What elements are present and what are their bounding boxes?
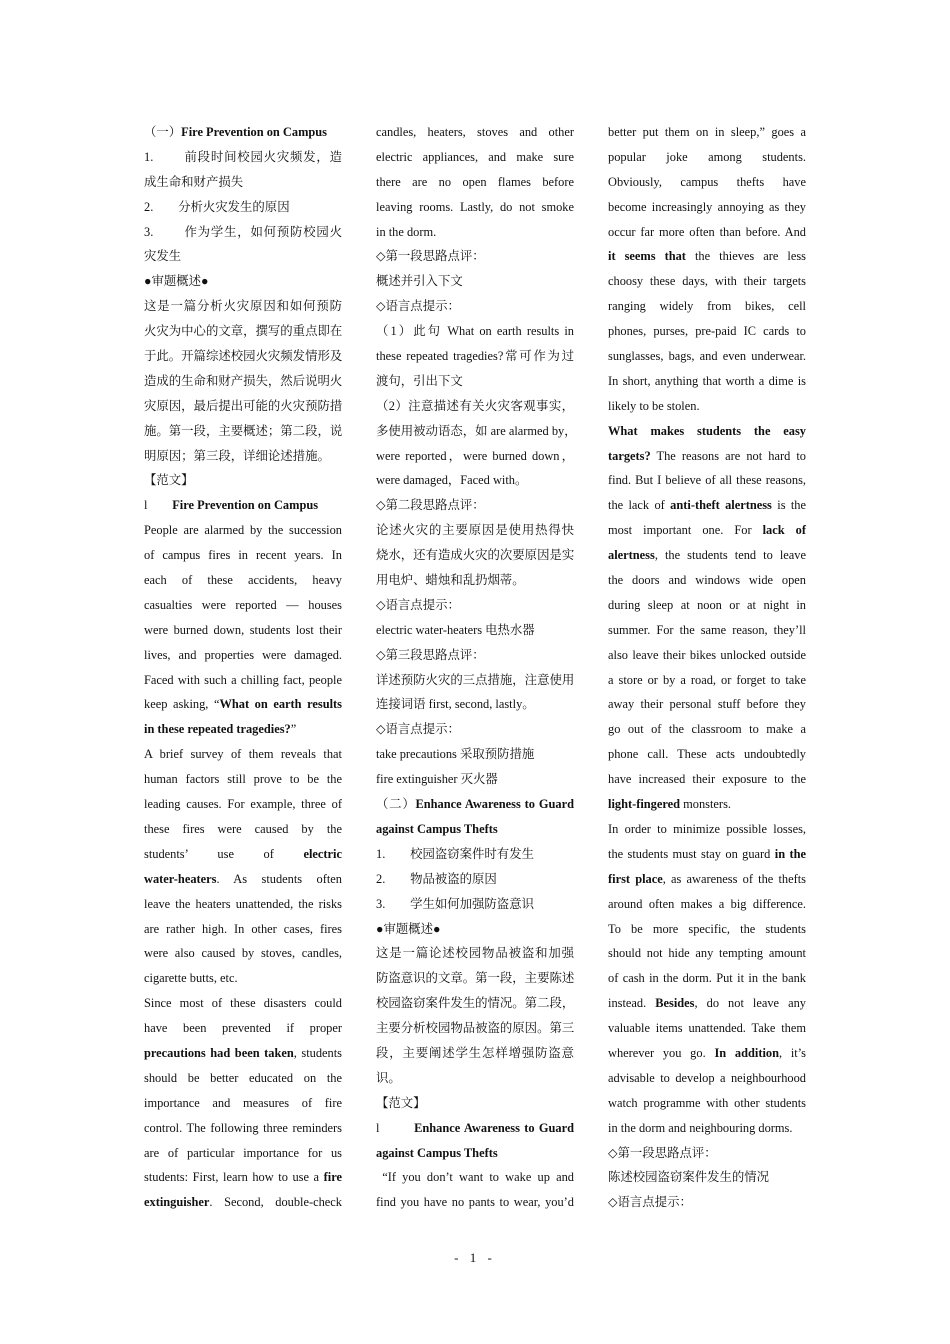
text-segment: phone call. These acts undoubtedly: [608, 747, 806, 762]
text-line: [144, 568, 342, 593]
text-line: [608, 643, 806, 668]
text-segment: 1. 校园盗窃案件时有发生: [376, 846, 534, 861]
bold-text-segment: lack of: [762, 523, 806, 538]
bold-text-segment: precautions had been taken: [144, 1045, 294, 1060]
text-line: [376, 269, 574, 294]
text-segment: 明原因；第三段，详细论述措施。: [144, 448, 330, 463]
text-line: [376, 568, 574, 593]
text-line: [608, 444, 806, 469]
text-line: [144, 643, 342, 668]
text-line: [608, 966, 806, 991]
text-line: [376, 966, 574, 991]
bold-text-segment: in the: [774, 846, 807, 861]
text-line: [144, 444, 342, 469]
text-segment: lives, and properties were damaged.: [144, 647, 342, 662]
text-segment: leaving rooms. Lastly, do not smoke: [376, 199, 574, 214]
text-line: [144, 269, 342, 294]
text-segment: casualties were reported — houses: [144, 597, 342, 612]
bold-text-segment: In addition: [714, 1045, 779, 1060]
bold-text-segment: light-fingered: [608, 797, 681, 812]
text-segment: 多使用被动语态，如 are alarmed by，: [376, 423, 577, 438]
text-segment: Obviously, campus thefts have: [608, 174, 806, 189]
text-segment: （1）此句 What on earth results in: [376, 324, 574, 339]
text-line: [608, 593, 806, 618]
text-line: [608, 717, 806, 742]
text-segment: monsters.: [680, 797, 731, 812]
text-segment: choosy these days, with their targets: [608, 274, 806, 289]
text-line: [608, 991, 806, 1016]
text-line: [376, 543, 574, 568]
text-segment: popular joke among students.: [608, 149, 806, 164]
text-line: [376, 767, 574, 792]
bold-text-segment: Fire Prevention on Campus: [181, 125, 327, 139]
text-line: [376, 170, 574, 195]
text-line: [144, 394, 342, 419]
text-segment: ◇语言点提示：: [376, 722, 460, 737]
text-segment: likely to be stolen.: [608, 398, 700, 413]
text-line: [608, 817, 806, 842]
text-segment: ranging widely from bikes, cell: [608, 299, 806, 314]
text-segment: 陈述校园盗窃案件发生的情况: [608, 1170, 770, 1185]
bold-text-segment: What on earth results: [219, 697, 342, 712]
text-segment: control. The following three reminders: [144, 1120, 342, 1135]
text-line: [376, 717, 574, 742]
text-line: [608, 220, 806, 245]
text-line: [144, 1190, 342, 1215]
text-line: [144, 543, 342, 568]
text-segment: 3. 作为学生，如何预防校园火: [144, 224, 342, 239]
bold-text-segment: Besides: [655, 996, 695, 1011]
text-segment: find. But I believe of all these reasons,: [608, 473, 806, 488]
text-segment: most important one. For: [608, 523, 763, 538]
text-line: [376, 344, 574, 369]
text-line: [376, 1116, 574, 1141]
text-segment: ◇语言点提示：: [608, 1195, 692, 1210]
text-segment: ◇第三段思路点评：: [376, 647, 485, 662]
bold-text-segment: anti-theft alertness: [670, 498, 772, 513]
text-line: [144, 1165, 342, 1190]
text-line: [376, 444, 574, 469]
text-segment: 校园盗窃案件发生的情况。第二段，: [376, 996, 575, 1011]
text-line: [608, 692, 806, 717]
text-segment: leave the heaters unattended, the risks: [144, 896, 342, 911]
text-line: [608, 568, 806, 593]
text-line: [608, 1141, 806, 1166]
text-segment: ●审题概述●: [144, 274, 209, 289]
text-segment: the thieves are less: [685, 249, 806, 264]
bold-text-segment: Fire Prevention on Campus: [172, 498, 319, 513]
text-segment: Since most of these disasters could: [144, 996, 342, 1011]
text-line: [144, 842, 342, 867]
text-line: [608, 170, 806, 195]
text-line: [144, 195, 342, 220]
text-segment: a store or by a road, or forget to take: [608, 672, 806, 687]
text-segment: watch programme with other students: [608, 1095, 806, 1110]
text-line: [376, 892, 574, 917]
bold-text-segment: in these repeated tragedies?: [144, 722, 291, 737]
bold-text-segment: water-heaters: [144, 871, 217, 886]
text-segment: the lack of: [608, 498, 671, 513]
text-line: [376, 1141, 574, 1166]
text-line: [608, 1016, 806, 1041]
text-segment: have increased their exposure to the: [608, 772, 806, 787]
text-line: [608, 468, 806, 493]
text-column-3: [608, 120, 806, 1215]
text-segment: advisable to develop a neighbourhood: [608, 1070, 806, 1085]
text-segment: around often makes a big difference.: [608, 896, 806, 911]
text-segment: People are alarmed by the succession: [144, 523, 342, 538]
text-line: [144, 319, 342, 344]
text-segment: 施。第一段，主要概述；第二段，说: [144, 423, 343, 438]
text-segment: 这是一篇分析火灾原因和如何预防: [144, 299, 342, 314]
text-line: [608, 842, 806, 867]
text-line: [144, 369, 342, 394]
text-line: [608, 1165, 806, 1190]
text-segment: is the: [771, 498, 807, 513]
text-segment: in the dorm.: [376, 224, 437, 239]
text-segment: , it’s: [778, 1045, 806, 1060]
text-column-2: [376, 120, 577, 1215]
text-segment: better put them on in sleep,” goes a: [608, 125, 806, 139]
text-segment: ◇第二段思路点评：: [376, 498, 485, 513]
text-segment: were burned down, students lost their: [144, 622, 342, 637]
text-line: [144, 1091, 342, 1116]
text-line: [376, 817, 574, 842]
text-line: [608, 145, 806, 170]
text-segment: valuable items unattended. Take them: [608, 1021, 806, 1036]
text-segment: （一）: [144, 125, 182, 139]
text-line: [376, 244, 574, 269]
text-line: [608, 344, 806, 369]
text-line: [144, 991, 342, 1016]
text-segment: should not hide any tempting amount: [608, 946, 806, 961]
text-segment: in the dorm and neighbouring dorms.: [608, 1120, 793, 1135]
text-segment: l: [144, 498, 173, 513]
bold-text-segment: it seems that: [608, 249, 686, 264]
text-line: [144, 593, 342, 618]
text-line: [144, 419, 342, 444]
text-line: [376, 842, 574, 867]
text-segment: sunglasses, bags, and even underwear.: [608, 349, 806, 364]
text-segment: were reported，were burned down，: [376, 448, 574, 463]
text-line: [608, 394, 806, 419]
text-line: [144, 1016, 342, 1041]
text-segment: ◇第一段思路点评：: [376, 249, 485, 264]
text-line: [376, 867, 574, 892]
text-line: [144, 941, 342, 966]
text-segment: students: First, learn how to use a: [144, 1170, 324, 1185]
text-segment: should be better educated on the: [144, 1070, 342, 1085]
text-line: [376, 692, 574, 717]
text-line: [144, 917, 342, 942]
text-line: [608, 419, 806, 444]
text-line: [144, 518, 342, 543]
text-line: [376, 518, 574, 543]
text-segment: , as awareness of the thefts: [662, 871, 806, 886]
text-segment: . Second, double-check: [209, 1195, 342, 1210]
text-line: [144, 618, 342, 643]
text-segment: 用电炉、蜡烛和乱扔烟蒂。: [376, 573, 525, 588]
text-line: [608, 742, 806, 767]
text-segment: are of particular importance for us: [144, 1145, 342, 1160]
text-segment: 2. 分析火灾发生的原因: [144, 199, 290, 214]
text-segment: ◇语言点提示：: [376, 299, 460, 314]
text-segment: these repeated tragedies?常可作为过: [376, 349, 574, 364]
text-segment: 这是一篇论述校园物品被盗和加强: [376, 946, 574, 961]
text-line: [376, 668, 574, 693]
text-line: [376, 294, 574, 319]
text-segment: electric water-heaters 电热水器: [376, 622, 535, 637]
text-segment: 于此。开篇综述校园火灾频发情形及: [144, 349, 343, 364]
text-segment: instead.: [608, 996, 656, 1011]
text-line: [376, 220, 574, 245]
text-segment: 概述并引入下文: [376, 274, 463, 289]
text-line: [376, 618, 574, 643]
text-segment: were also caused by stoves, candles,: [144, 946, 342, 961]
text-line: [144, 1041, 342, 1066]
text-line: [144, 692, 342, 717]
text-line: [144, 244, 342, 269]
text-segment: students’ use of: [144, 846, 304, 861]
text-line: [144, 668, 342, 693]
text-segment: , do not leave any: [694, 996, 806, 1011]
text-line: [376, 195, 574, 220]
text-line: [376, 991, 574, 1016]
text-segment: 【范文】: [144, 473, 194, 488]
text-segment: occur far more often than before. And: [608, 224, 806, 239]
text-line: [376, 1091, 574, 1116]
text-line: [144, 145, 342, 170]
text-line: [376, 493, 574, 518]
text-line: [144, 817, 342, 842]
text-line: [608, 917, 806, 942]
text-segment: ●审题概述●: [376, 921, 441, 936]
text-line: [144, 966, 342, 991]
text-line: [144, 294, 342, 319]
text-segment: ◇语言点提示：: [376, 597, 460, 612]
text-line: [144, 1066, 342, 1091]
text-segment: phones, purses, pre-paid IC cards to: [608, 324, 806, 339]
text-segment: 论述火灾的主要原因是使用热得快: [376, 523, 574, 538]
text-segment: ”: [290, 722, 297, 737]
text-segment: In short, anything that worth a dime is: [608, 373, 806, 388]
text-line: [376, 643, 574, 668]
text-segment: 段，主要阐述学生怎样增强防盗意: [376, 1045, 574, 1060]
bold-text-segment: alertness: [608, 548, 655, 563]
text-line: [376, 1190, 574, 1215]
text-segment: wherever you go.: [608, 1045, 715, 1060]
bold-text-segment: electric: [303, 846, 342, 861]
text-segment: 烧水，还有造成火灾的次要原因是实: [376, 548, 575, 563]
text-line: [608, 1190, 806, 1215]
text-line: [608, 767, 806, 792]
text-segment: 灾发生: [144, 249, 182, 264]
text-line: [608, 269, 806, 294]
text-line: [608, 941, 806, 966]
text-line: [144, 220, 342, 245]
text-line: [376, 792, 574, 817]
text-line: [144, 468, 342, 493]
text-line: [608, 1066, 806, 1091]
text-segment: importance and measures of fire: [144, 1095, 342, 1110]
text-segment: l: [376, 1120, 415, 1135]
text-line: [376, 120, 574, 145]
text-segment: go out of the classroom to make a: [608, 722, 806, 737]
text-line: [608, 120, 806, 145]
text-segment: . As students often: [216, 871, 342, 886]
text-line: [608, 319, 806, 344]
bold-text-segment: Enhance Awareness to Guard: [414, 1120, 574, 1135]
text-line: [144, 792, 342, 817]
text-line: [144, 742, 342, 767]
text-segment: 主要分析校园物品被盗的原因。第三: [376, 1021, 575, 1036]
text-segment: keep asking, “: [144, 697, 220, 712]
text-segment: 防盗意识的文章。第一段，主要陈述: [376, 971, 575, 986]
text-segment: , the students tend to leave: [654, 548, 806, 563]
bold-text-segment: against Campus Thefts: [376, 821, 498, 836]
text-segment: have been prevented if proper: [144, 1021, 342, 1036]
text-segment: A brief survey of them reveals that: [144, 747, 342, 762]
text-segment: find you have no pants to wear, you’d: [376, 1195, 574, 1210]
text-line: [376, 1041, 574, 1066]
text-line: [376, 1016, 574, 1041]
text-segment: summer. For the same reason, they’ll: [608, 622, 806, 637]
text-line: [376, 917, 574, 942]
text-line: [608, 294, 806, 319]
text-segment: the doors and windows wide open: [608, 573, 806, 588]
text-segment: the students must stay on guard: [608, 846, 775, 861]
text-segment: , students: [293, 1045, 342, 1060]
text-line: [608, 1116, 806, 1141]
text-segment: electric appliances, and make sure: [376, 149, 574, 164]
text-line: [608, 543, 806, 568]
text-line: [608, 1091, 806, 1116]
text-line: [608, 244, 806, 269]
text-segment: 详述预防火灾的三点措施，注意使用: [376, 672, 575, 687]
text-segment: of cash in the dorm. Put it in the bank: [608, 971, 806, 986]
text-segment: were damaged，Faced with。: [376, 473, 528, 488]
text-segment: 2. 物品被盗的原因: [376, 871, 497, 886]
text-segment: candles, heaters, stoves and other: [376, 125, 574, 139]
text-line: [376, 1165, 574, 1190]
text-segment: 成生命和财产损失: [144, 174, 244, 189]
text-line: [376, 1066, 574, 1091]
text-line: [608, 369, 806, 394]
text-line: [144, 120, 342, 145]
text-segment: The reasons are not hard to: [650, 448, 806, 463]
text-line: [144, 717, 342, 742]
text-segment: human factors still prove to be the: [144, 772, 342, 787]
text-segment: 造成的生命和财产损失，然后说明火: [144, 373, 343, 388]
text-segment: 【范文】: [376, 1095, 426, 1110]
text-segment: 识。: [376, 1070, 401, 1085]
bold-text-segment: Enhance Awareness to Guard: [415, 797, 574, 812]
text-segment: fire extinguisher 灭火器: [376, 772, 498, 787]
text-segment: leading causes. For example, three of: [144, 797, 342, 812]
text-segment: away their personal stuff before they: [608, 697, 806, 712]
text-line: [608, 618, 806, 643]
text-segment: ◇第一段思路点评：: [608, 1145, 717, 1160]
text-line: [608, 195, 806, 220]
text-line: [144, 767, 342, 792]
text-line: [144, 1116, 342, 1141]
bold-text-segment: What makes students the easy: [608, 423, 806, 438]
page-number: - 1 -: [454, 1250, 496, 1265]
text-line: [376, 319, 574, 344]
text-segment: “If you don’t want to wake up and: [376, 1170, 574, 1185]
text-line: [608, 518, 806, 543]
text-line: [376, 468, 574, 493]
text-segment: these fires were caused by the: [144, 821, 342, 836]
text-segment: also leave their bikes unlocked outside: [608, 647, 806, 662]
text-segment: during sleep at noon or at night in: [608, 597, 806, 612]
text-segment: 火灾为中心的文章，撰写的重点即在: [144, 324, 343, 339]
text-line: [608, 668, 806, 693]
bold-text-segment: first place: [608, 871, 663, 886]
text-segment: To be more specific, the students: [608, 921, 806, 936]
bold-text-segment: extinguisher: [144, 1195, 210, 1210]
text-segment: 渡句，引出下文: [376, 373, 463, 388]
text-line: [144, 344, 342, 369]
text-segment: there are no open flames before: [376, 174, 574, 189]
text-line: [376, 145, 574, 170]
text-segment: become increasingly annoying as they: [608, 199, 806, 214]
text-line: [376, 419, 577, 444]
text-line: [144, 1141, 342, 1166]
text-segment: 3. 学生如何加强防盗意识: [376, 896, 534, 911]
text-line: [144, 892, 342, 917]
text-segment: 灾原因，最后提出可能的火灾预防措: [144, 398, 343, 413]
text-line: [144, 170, 342, 195]
text-line: [144, 493, 342, 518]
text-column-1: [144, 120, 342, 1215]
text-segment: （2）注意描述有关火灾客观事实，: [376, 398, 574, 413]
text-segment: 连接词语 first, second, lastly。: [376, 697, 535, 712]
text-line: [376, 742, 574, 767]
bold-text-segment: against Campus Thefts: [376, 1145, 498, 1160]
text-line: [376, 593, 574, 618]
text-segment: of campus fires in recent years. In: [144, 548, 342, 563]
text-line: [608, 493, 806, 518]
text-segment: each of these accidents, heavy: [144, 573, 342, 588]
text-line: [608, 892, 806, 917]
bold-text-segment: targets?: [608, 448, 651, 463]
text-line: [376, 369, 574, 394]
text-segment: are rather high. In other cases, fires: [144, 921, 342, 936]
text-line: [376, 941, 574, 966]
text-segment: Faced with such a chilling fact, people: [144, 672, 342, 687]
text-line: [608, 867, 806, 892]
text-segment: 1. 前段时间校园火灾频发，造: [144, 149, 342, 164]
text-line: [608, 792, 806, 817]
bold-text-segment: fire: [323, 1170, 342, 1185]
text-line: [376, 394, 574, 419]
text-segment: In order to minimize possible losses,: [608, 821, 806, 836]
text-segment: cigarette butts, etc.: [144, 971, 238, 986]
text-segment: take precautions 采取预防措施: [376, 747, 535, 762]
text-line: [608, 1041, 806, 1066]
text-segment: （二）: [376, 797, 416, 812]
text-line: [144, 867, 342, 892]
